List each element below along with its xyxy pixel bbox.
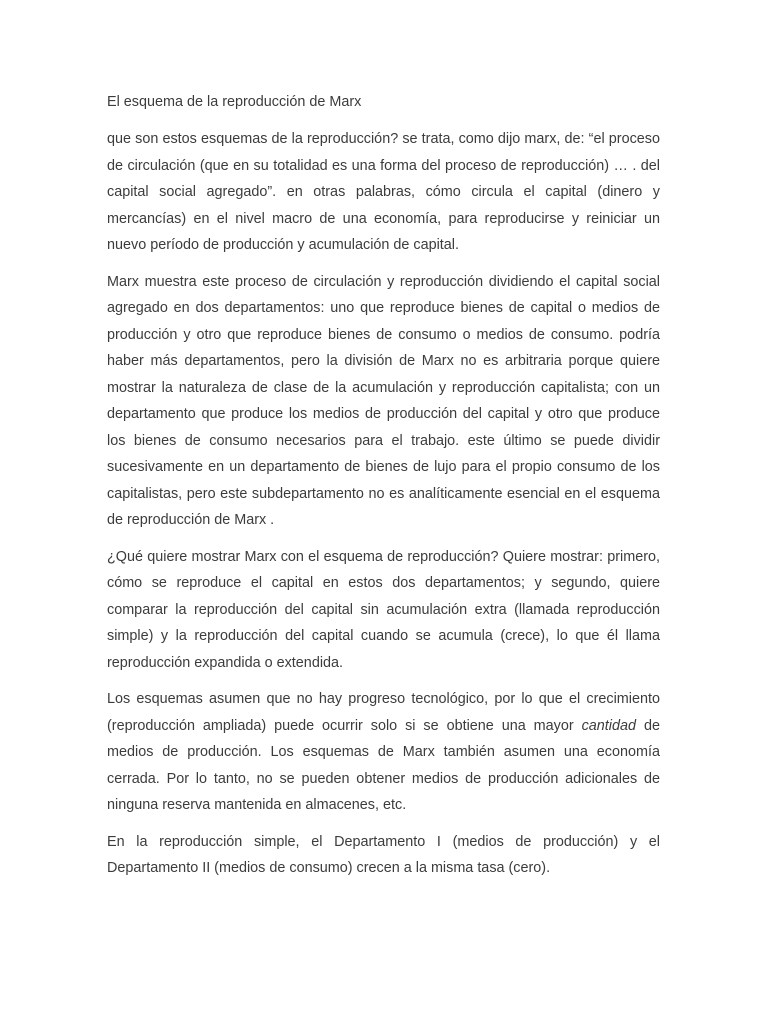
paragraph-5: En la reproducción simple, el Departamento I (medios de producción) y el Departamento II (medios de consumo) crecen a la misma tasa (cero). xyxy=(107,833,660,876)
paragraph-4-text-after: de medios de producción. Los esquemas de Marx también asumen una economía cerrada. Por lo tanto, no se pueden obtener medios de producción adicionales de ninguna reserva mantenida en almacenes, etc. xyxy=(107,717,660,813)
paragraph-4-emphasis: cantidad xyxy=(581,717,637,734)
document-page xyxy=(107,89,660,892)
paragraph-1: que son estos esquemas de la reproducción? se trata, como dijo marx, de: “el proceso de circulación (que en su totalidad es una forma del proceso de reproducción) … . del capital social agregado”. en otras palabras, cómo circula el capital (dinero y mercancías) en el nivel macro de una economía, para reproducirse y reiniciar un nuevo período de producción y acumulación de capital. xyxy=(107,131,660,253)
paragraph-4-text-before: Los esquemas asumen que no hay progreso tecnológico, por lo que el crecimiento (reproducción ampliada) puede ocurrir solo si se obtiene una mayor xyxy=(107,691,660,734)
paragraph-3: ¿Qué quiere mostrar Marx con el esquema de reproducción? Quiere mostrar: primero, cómo se reproduce el capital en estos dos departamentos; y segundo, quiere comparar la reproducción del capital sin acumulación extra (llamada reproducción simple) y la reproducción del capital cuando se acumula (crece), lo que él llama reproducción expandida o extendida. xyxy=(107,548,660,671)
paragraph-2: Marx muestra este proceso de circulación y reproducción dividiendo el capital social agregado en dos departamentos: uno que reproduce bienes de capital o medios de producción y otro que reproduce bienes de consumo o medios de consumo. podría haber más departamentos, pero la división de Marx no es arbitraria porque quiere mostrar la naturaleza de clase de la acumulación y reproducción capitalista; con un departamento que produce los medios de producción del capital y otro que produce los bienes de consumo necesarios para el trabajo. este último se puede dividir sucesivamente en un departamento de bienes de lujo para el propio consumo de los capitalistas, pero este subdepartamento no es analíticamente esencial en el esquema de reproducción de Marx . xyxy=(107,273,660,528)
paragraph-4 xyxy=(107,686,660,819)
document-title: El esquema de la reproducción de Marx xyxy=(107,94,362,110)
